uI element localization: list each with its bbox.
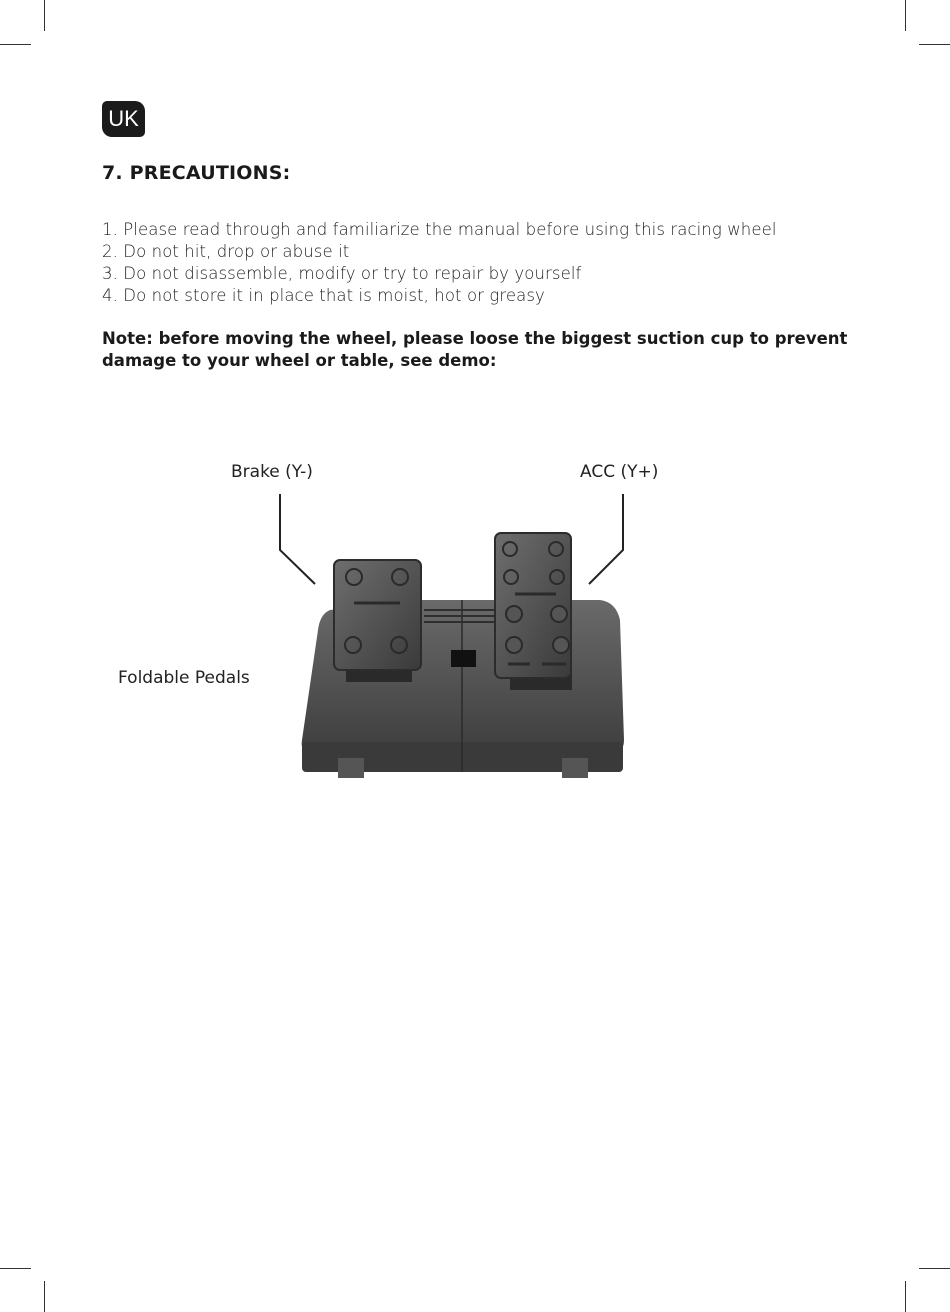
crop-mark xyxy=(905,1281,906,1312)
note-line: damage to your wheel or table, see demo: xyxy=(102,351,497,370)
brake-label: Brake (Y-) xyxy=(231,462,313,482)
section-heading: 7. PRECAUTIONS: xyxy=(102,162,291,184)
precautions-list xyxy=(102,219,777,307)
crop-mark xyxy=(0,44,31,45)
crop-mark xyxy=(0,1268,31,1269)
list-item: 1. Please read through and familiarize the manual before using this racing wheel xyxy=(102,220,777,239)
foldable-pedals-label: Foldable Pedals xyxy=(118,668,250,688)
crop-mark xyxy=(919,1268,950,1269)
language-badge: UK xyxy=(102,101,145,137)
brake-leader-line xyxy=(280,494,315,584)
base-foot xyxy=(338,758,364,778)
crop-mark xyxy=(919,44,950,45)
pedal-set-illustration xyxy=(0,440,950,800)
acc-label: ACC (Y+) xyxy=(580,462,659,482)
note-line: Note: before moving the wheel, please loose the biggest suction cup to prevent xyxy=(102,329,848,348)
base-foot xyxy=(562,758,588,778)
note-text xyxy=(102,328,862,372)
list-item: 3. Do not disassemble, modify or try to repair by yourself xyxy=(102,264,582,283)
crop-mark xyxy=(44,0,45,31)
acc-leader-line xyxy=(589,494,623,584)
list-item: 4. Do not store it in place that is moist, hot or greasy xyxy=(102,286,545,305)
crop-mark xyxy=(905,0,906,31)
base-center-block xyxy=(451,650,476,667)
crop-mark xyxy=(44,1281,45,1312)
list-item: 2. Do not hit, drop or abuse it xyxy=(102,242,350,261)
